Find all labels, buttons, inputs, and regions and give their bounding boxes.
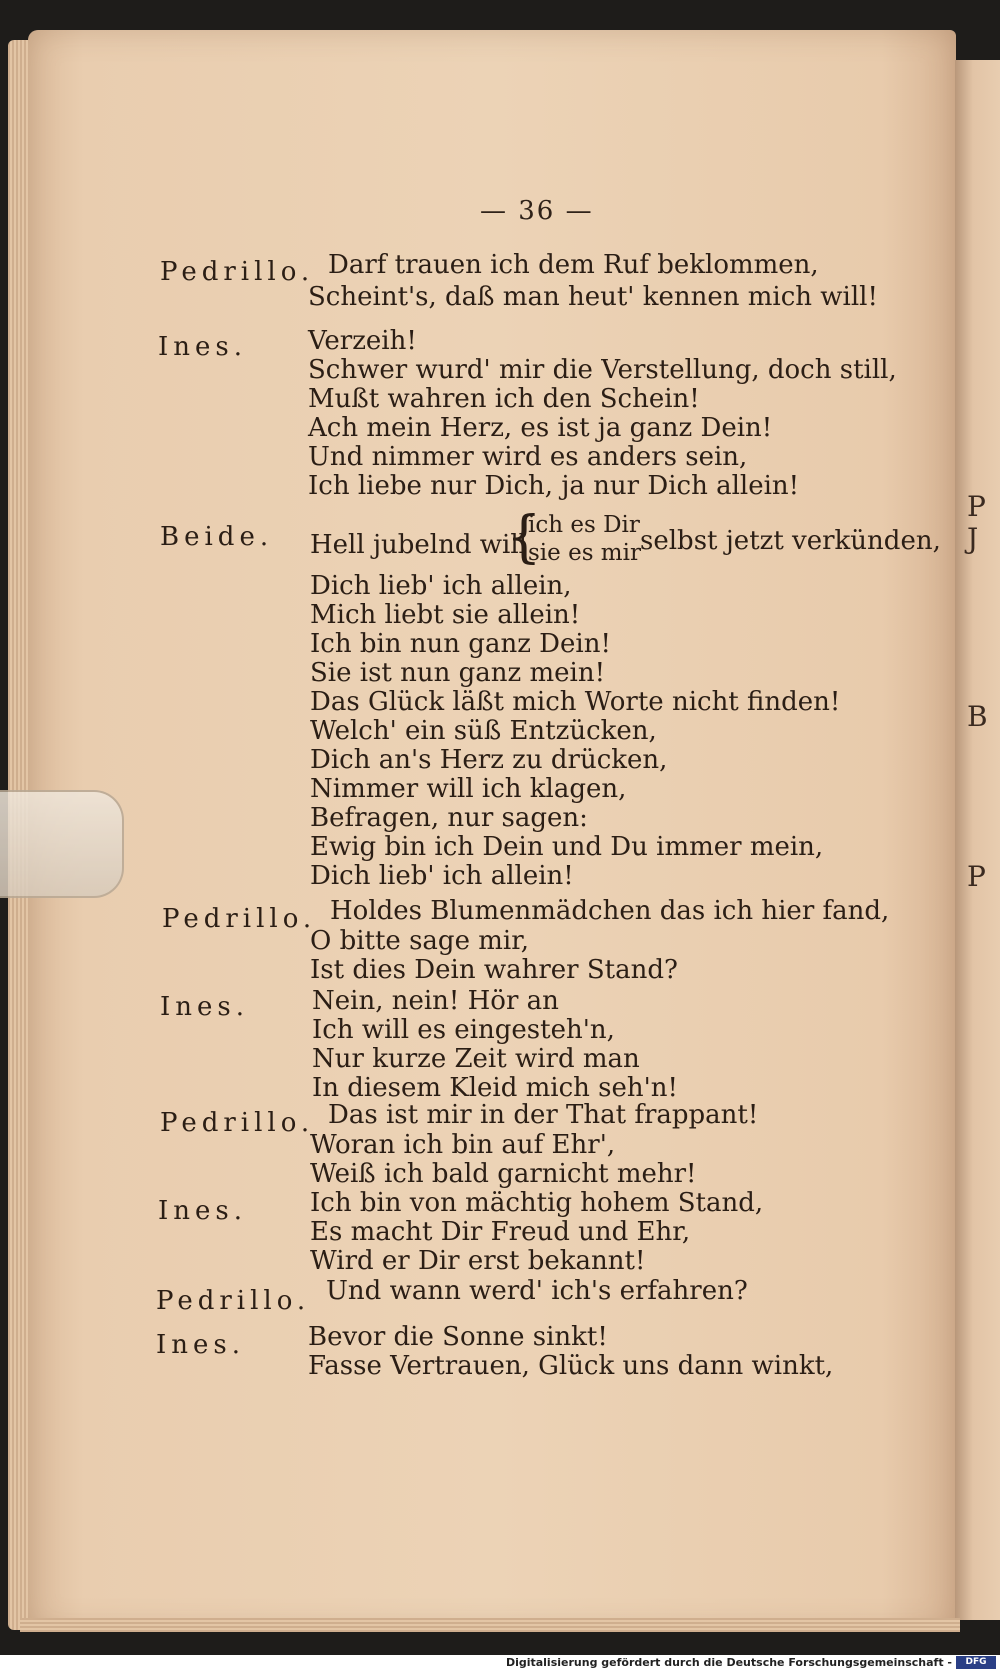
margin-letter: J [967, 522, 979, 555]
digitization-footer [0, 1655, 1000, 1670]
verse-line: Scheint's, daß man heut' kennen mich will! [308, 282, 878, 312]
speaker-name: Ines. [160, 992, 250, 1022]
verse-line: Ich liebe nur Dich, ja nur Dich allein! [308, 471, 800, 501]
speaker-name: Pedrillo. [160, 1108, 315, 1138]
verse-line: Ist dies Dein wahrer Stand? [310, 955, 678, 985]
verse-line: Das ist mir in der That frappant! [328, 1100, 759, 1130]
footer-text: Digitalisierung gefördert durch die Deutsche Forschungsgemeinschaft - [505, 1656, 952, 1669]
verse-line: Befragen, nur sagen: [310, 803, 588, 833]
bookmark-tab [0, 790, 124, 898]
verse-line: Dich an's Herz zu drücken, [310, 745, 668, 775]
verse-line: Fasse Vertrauen, Glück uns dann winkt, [308, 1351, 834, 1381]
verse-line: Holdes Blumenmädchen das ich hier fand, [330, 896, 890, 926]
brace-upper: ich es Dir [528, 512, 640, 538]
margin-letter: P [967, 490, 986, 523]
verse-line: Dich lieb' ich allein! [310, 861, 574, 891]
brace-group [310, 505, 941, 570]
speaker-name: Pedrillo. [162, 904, 317, 934]
verse-line: Weiß ich bald garnicht mehr! [310, 1159, 697, 1189]
verse-line: Nein, nein! Hör an [312, 986, 559, 1016]
brace-tail: selbst jetzt verkünden, [640, 526, 941, 556]
verse-line: Woran ich bin auf Ehr', [310, 1130, 616, 1160]
speaker-name: Ines. [158, 332, 248, 362]
speaker-name: Beide. [160, 522, 274, 552]
verse-line: Wird er Dir erst bekannt! [310, 1246, 646, 1276]
verse-line: Nur kurze Zeit wird man [312, 1044, 640, 1074]
verse-line: Es macht Dir Freud und Ehr, [310, 1217, 691, 1247]
verse-line: Nimmer will ich klagen, [310, 774, 627, 804]
dfg-logo: DFG [956, 1656, 996, 1669]
verse-line: In diesem Kleid mich seh'n! [312, 1073, 678, 1103]
verse-line: Mußt wahren ich den Schein! [308, 384, 700, 414]
verse-line: Dich lieb' ich allein, [310, 571, 572, 601]
verse-line: Verzeih! [308, 326, 417, 356]
page-stack-bottom [20, 1618, 960, 1632]
margin-letter: B [967, 700, 988, 733]
verse-line: Darf trauen ich dem Ruf beklommen, [328, 250, 819, 280]
verse-line: O bitte sage mir, [310, 926, 530, 956]
verse-line: Sie ist nun ganz mein! [310, 658, 606, 688]
verse-line: Ich bin nun ganz Dein! [310, 629, 611, 659]
verse-line: Das Glück läßt mich Worte nicht finden! [310, 687, 841, 717]
verse-line: Ich bin von mächtig hohem Stand, [310, 1188, 764, 1218]
verse-line: Welch' ein süß Entzücken, [310, 716, 657, 746]
speaker-name: Ines. [158, 1196, 248, 1226]
verse-line: Und nimmer wird es anders sein, [308, 442, 748, 472]
verse-line: Mich liebt sie allein! [310, 600, 581, 630]
speaker-name: Pedrillo. [156, 1286, 311, 1316]
verse-line: Und wann werd' ich's erfahren? [326, 1276, 748, 1306]
page-number: — 36 — [480, 196, 594, 226]
margin-letter: P [967, 860, 986, 893]
brace-lower: sie es mir [528, 540, 641, 566]
speaker-name: Ines. [156, 1330, 246, 1360]
verse-line: Ewig bin ich Dein und Du immer mein, [310, 832, 824, 862]
verse-line: Ach mein Herz, es ist ja ganz Dein! [308, 413, 773, 443]
brace-intro: Hell jubelnd will [310, 530, 527, 560]
verse-line: Schwer wurd' mir die Verstellung, doch still, [308, 355, 897, 385]
brace-symbol: { [506, 505, 542, 570]
facing-page-edge [955, 60, 1000, 1620]
speaker-name: Pedrillo. [160, 257, 315, 287]
verse-line: Bevor die Sonne sinkt! [308, 1322, 608, 1352]
verse-line: Ich will es eingesteh'n, [312, 1015, 615, 1045]
